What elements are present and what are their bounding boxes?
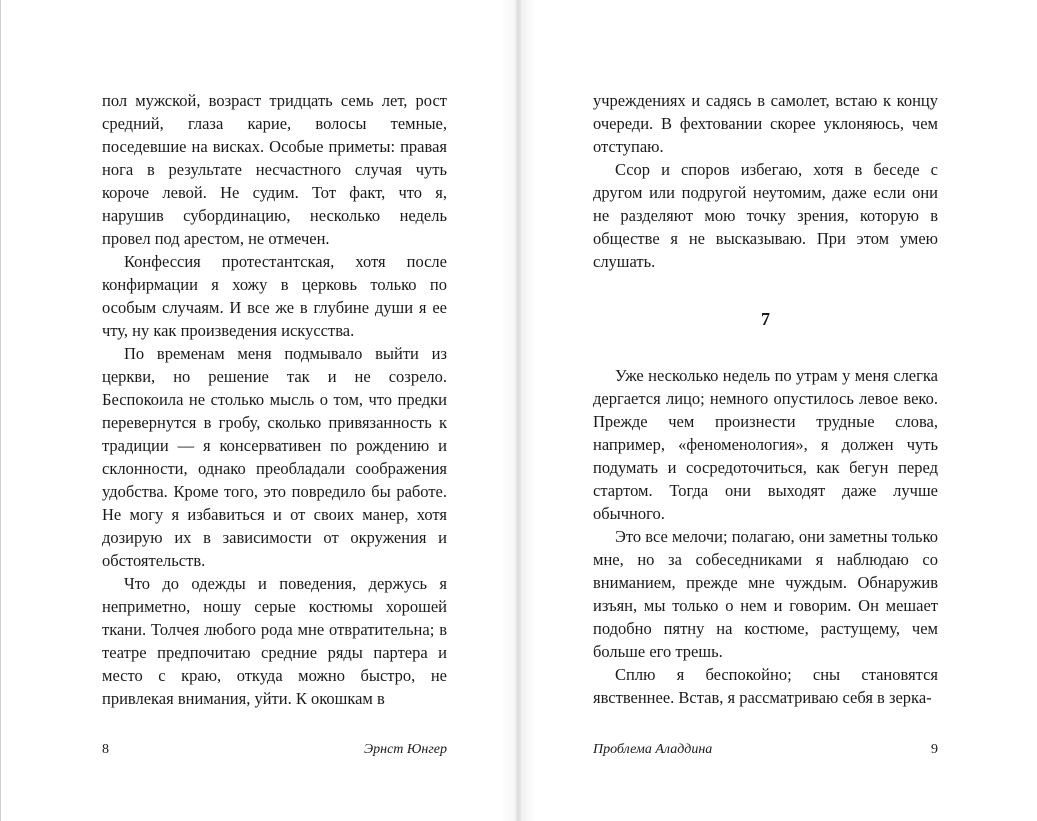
- paragraph: Уже несколько недель по утрам у меня слегка дергается лицо; немного опустилось левое веко. Прежде чем произнести трудные слова, например, «феноменология», я должен чуть подумать и сосредоточиться, как бегун перед стартом. Тогда они выходят даже лучше обычного.: [593, 366, 938, 523]
- chapter-number: 7: [761, 309, 770, 329]
- paragraph: Сплю я беспокойно; сны становятся явственнее. Встав, я рассматриваю себя в зерка-: [593, 665, 938, 707]
- paragraph: учреждениях и садясь в самолет, встаю к концу очереди. В фехтовании скорее уклоняюсь, чем отступаю.: [593, 91, 938, 156]
- right-page: [518, 0, 1037, 821]
- left-page: [0, 0, 518, 821]
- paragraph: Ссор и споров избегаю, хотя в беседе с другом или подругой неутомим, даже если они не разделяют мою точку зрения, которую в обществе я не высказываю. При этом умею слушать.: [593, 160, 938, 271]
- page-number: 9: [931, 742, 938, 757]
- left-page-body: [102, 89, 447, 710]
- paragraph: пол мужской, возраст тридцать семь лет, рост средний, глаза карие, волосы темные, поседевшие на висках. Особые приметы: правая нога в результате несчастного случая чуть короче левой. Не судим. Тот факт, что я, нарушив субординацию, несколько недель провел под арестом, не отмечен.: [102, 91, 447, 248]
- paragraph: По временам меня подмывало выйти из церкви, но решение так и не созрело. Беспокоила не столько мысль о том, что предки перевернутся в гробу, сколько привязанность к традиции — я консервативен по рождению и склонности, однако преобладали соображения удобства. Кроме того, это повредило бы работе. Не могу я избавиться и от своих манер, хотя дозирую их в зависимости от окружения и обстоятельств.: [102, 344, 447, 570]
- running-head-author: Эрнст Юнгер: [363, 742, 447, 757]
- paragraph: Конфессия протестантская, хотя после конфирмации я хожу в церковь только по особым случаям. И все же в глубине души я ее чту, ну как произведения искусства.: [102, 252, 447, 340]
- page-number: 8: [102, 742, 109, 757]
- running-head-title: Проблема Аладдина: [593, 742, 713, 757]
- right-page-body: [593, 89, 938, 709]
- paragraph: Что до одежды и поведения, держусь я неприметно, ношу серые костюмы хорошей ткани. Толчея любого рода мне отвратительна; в театре предпочитаю средние ряды партера и место с краю, откуда можно быстро, не привлекая внимания, уйти. К окошкам в: [102, 574, 447, 708]
- paragraph: Это все мелочи; полагаю, они заметны только мне, но за собеседниками я наблюдаю со вниманием, прежде мне чуждым. Обнаружив изъян, мы только о нем и говорим. Он мешает подобно пятну на костюме, растущему, чем больше его трешь.: [593, 527, 938, 661]
